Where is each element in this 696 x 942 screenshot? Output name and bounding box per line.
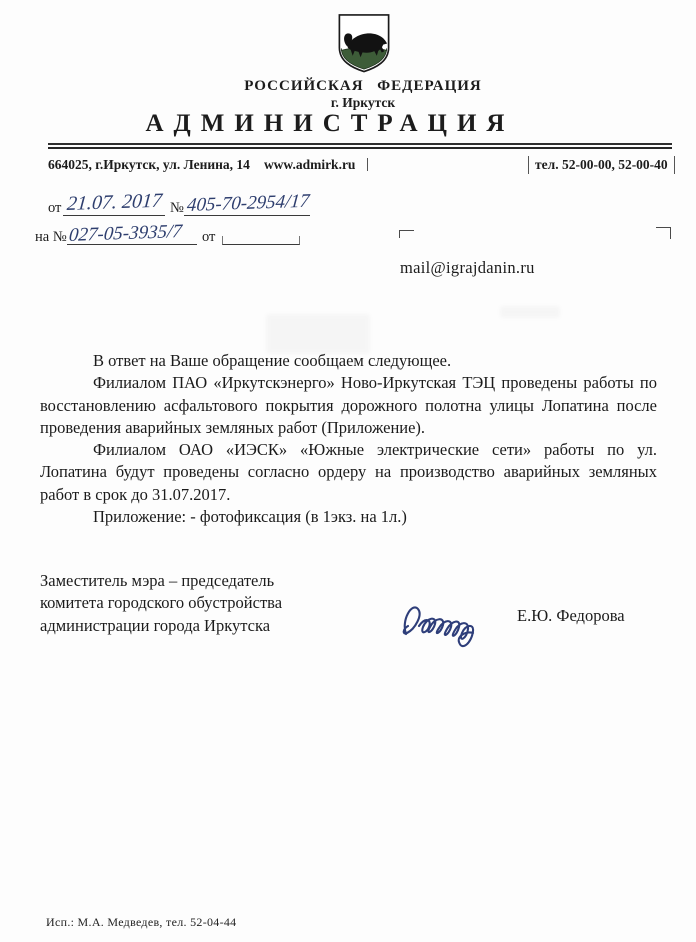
- incoming-date-label: от: [202, 229, 216, 245]
- executor-line: Исп.: М.А. Медведев, тел. 52-04-44: [46, 915, 237, 929]
- letter-body: [40, 350, 657, 528]
- phone-line: тел. 52-00-00, 52-00-40: [528, 156, 675, 174]
- signer-position-line: Заместитель мэра – председатель: [40, 571, 275, 590]
- outgoing-date-handwritten: 21.07. 2017: [66, 189, 163, 215]
- organization-title: АДМИНИСТРАЦИЯ: [145, 110, 515, 137]
- signer-name: Е.Ю. Федорова: [517, 606, 625, 625]
- signer-position-line: комитета городского обустройства: [40, 593, 283, 613]
- scan-artifact: [500, 306, 560, 318]
- body-paragraph: Филиалом ПАО «Иркутскэнерго» Ново-Иркутская ТЭЦ проведены работы по восстановлению асфальтового покрытия дорожного полотна улицы Лопатина после проведения аварийных земляных работ (Приложение).: [40, 373, 657, 437]
- incoming-date-field: [222, 236, 300, 245]
- body-paragraph: Приложение: - фотофиксация (в 1экз. на 1л.): [93, 507, 407, 527]
- signer-position: [40, 570, 282, 637]
- outgoing-number-handwritten: 405-70-2954/17: [186, 190, 311, 216]
- header-divider-rule: [48, 143, 672, 149]
- incoming-number-handwritten: 027-05-3935/7: [68, 220, 183, 246]
- recipient-corner-right-icon: [656, 227, 671, 239]
- recipient-corner-left-icon: [399, 230, 414, 238]
- outgoing-number-label: №: [170, 200, 184, 216]
- signer-position-line: администрации города Иркутска: [40, 615, 271, 635]
- outgoing-date-field: [63, 190, 165, 216]
- coat-of-arms-icon: [330, 12, 398, 75]
- outgoing-number-field: [184, 189, 310, 216]
- body-paragraph: В ответ на Ваше обращение сообщаем следующее.: [93, 351, 452, 370]
- handwritten-signature: [392, 592, 510, 660]
- body-paragraph: Филиалом ОАО «ИЭСК» «Южные электрические сети» работы по ул. Лопатина будут проведены согласно ордеру на производство аварийных земляных работ в срок до 31.07.2017.: [40, 440, 657, 504]
- postal-address: 664025, г.Иркутск, ул. Ленина, 14: [48, 157, 250, 172]
- header-country: РОССИЙСКАЯ ФЕДЕРАЦИЯ: [244, 78, 482, 94]
- address-line: [48, 157, 368, 173]
- header-city: г. Иркутск: [330, 95, 396, 110]
- outgoing-date-label: от: [48, 200, 62, 216]
- incoming-number-label: на №: [35, 229, 67, 245]
- address-divider-tick: [367, 158, 368, 171]
- recipient-email: mail@igrajdanin.ru: [400, 258, 535, 277]
- scan-artifact: [266, 314, 370, 354]
- website-url: www.admirk.ru: [263, 157, 356, 172]
- incoming-number-field: [67, 219, 197, 245]
